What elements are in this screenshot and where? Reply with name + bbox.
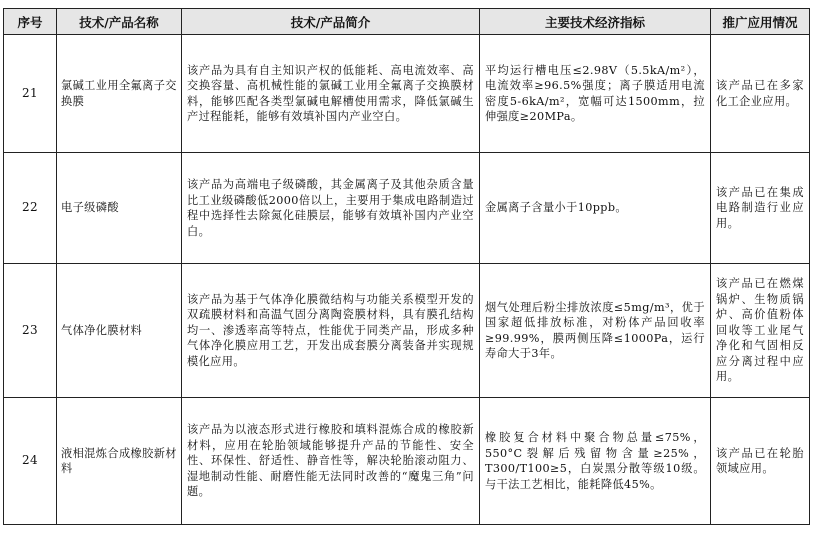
technology-table bbox=[3, 8, 810, 525]
table-row bbox=[4, 35, 810, 153]
header-serial-number: 序号 bbox=[4, 9, 57, 35]
product-description-cell: 该产品为高端电子级磷酸，其金属离子及其他杂质含量比工业级磷酸低2000倍以上，主要用于集成电路制造过程中选择性去除氮化硅膜层，能够有效填补国内产业空白。 bbox=[182, 153, 480, 264]
header-product-description: 技术/产品简介 bbox=[182, 9, 480, 35]
product-name-cell: 氯碱工业用全氟离子交换膜 bbox=[57, 35, 182, 153]
application-status-cell: 该产品已在轮胎领域应用。 bbox=[711, 398, 810, 525]
table-row bbox=[4, 398, 810, 525]
product-name-cell: 气体净化膜材料 bbox=[57, 264, 182, 398]
serial-number-cell: 23 bbox=[4, 264, 57, 398]
technical-indicator-cell: 平均运行槽电压≤2.98V（5.5kA/m²），电流效率≥96.5%强度；离子膜适用电流密度5-6kA/m²，宽幅可达1500mm，拉伸强度≥20MPa。 bbox=[480, 35, 711, 153]
application-status-cell: 该产品已在多家化工企业应用。 bbox=[711, 35, 810, 153]
table-header-row bbox=[4, 9, 810, 35]
serial-number-cell: 22 bbox=[4, 153, 57, 264]
product-name-cell: 液相混炼合成橡胶新材料 bbox=[57, 398, 182, 525]
table-row bbox=[4, 153, 810, 264]
product-description-cell: 该产品为基于气体净化膜微结构与功能关系模型开发的双疏膜材料和高温气固分离陶瓷膜材料，具有膜孔结构均一、渗透率高等特点，性能优于同类产品，形成多种气体净化膜应用工艺，开发出成套膜分离装备并实现规模化应用。 bbox=[182, 264, 480, 398]
technical-indicator-cell: 橡胶复合材料中聚合物总量≤75%，550°C裂解后残留物含量≥25%，T300/T100≥5，白炭黑分散等级10级。与干法工艺相比，能耗降低45%。 bbox=[480, 398, 711, 525]
serial-number-cell: 24 bbox=[4, 398, 57, 525]
product-description-cell: 该产品为具有自主知识产权的低能耗、高电流效率、高交换容量、高机械性能的氯碱工业用全氟离子交换膜材料，能够匹配各类型氯碱电解槽使用需求，降低氯碱生产过程能耗，能够有效填补国内产业空白。 bbox=[182, 35, 480, 153]
header-product-name: 技术/产品名称 bbox=[57, 9, 182, 35]
technical-indicator-cell: 烟气处理后粉尘排放浓度≤5mg/m³，优于国家超低排放标准，对粉体产品回收率≥99.99%，膜两侧压降≤1000Pa，运行寿命大于3年。 bbox=[480, 264, 711, 398]
header-technical-indicators: 主要技术经济指标 bbox=[480, 9, 711, 35]
product-description-cell: 该产品为以液态形式进行橡胶和填料混炼合成的橡胶新材料，应用在轮胎领域能够提升产品的节能性、安全性、环保性、舒适性、静音性等，解决轮胎滚动阻力、湿地制动性能、耐磨性能无法同时改善的“魔鬼三角”问题。 bbox=[182, 398, 480, 525]
product-name-cell: 电子级磷酸 bbox=[57, 153, 182, 264]
header-application-status: 推广应用情况 bbox=[711, 9, 810, 35]
application-status-cell: 该产品已在燃煤锅炉、生物质锅炉、高价值粉体回收等工业尾气净化和气固相反应分离过程中应用。 bbox=[711, 264, 810, 398]
technical-indicator-cell: 金属离子含量小于10ppb。 bbox=[480, 153, 711, 264]
table-row bbox=[4, 264, 810, 398]
application-status-cell: 该产品已在集成电路制造行业应用。 bbox=[711, 153, 810, 264]
serial-number-cell: 21 bbox=[4, 35, 57, 153]
